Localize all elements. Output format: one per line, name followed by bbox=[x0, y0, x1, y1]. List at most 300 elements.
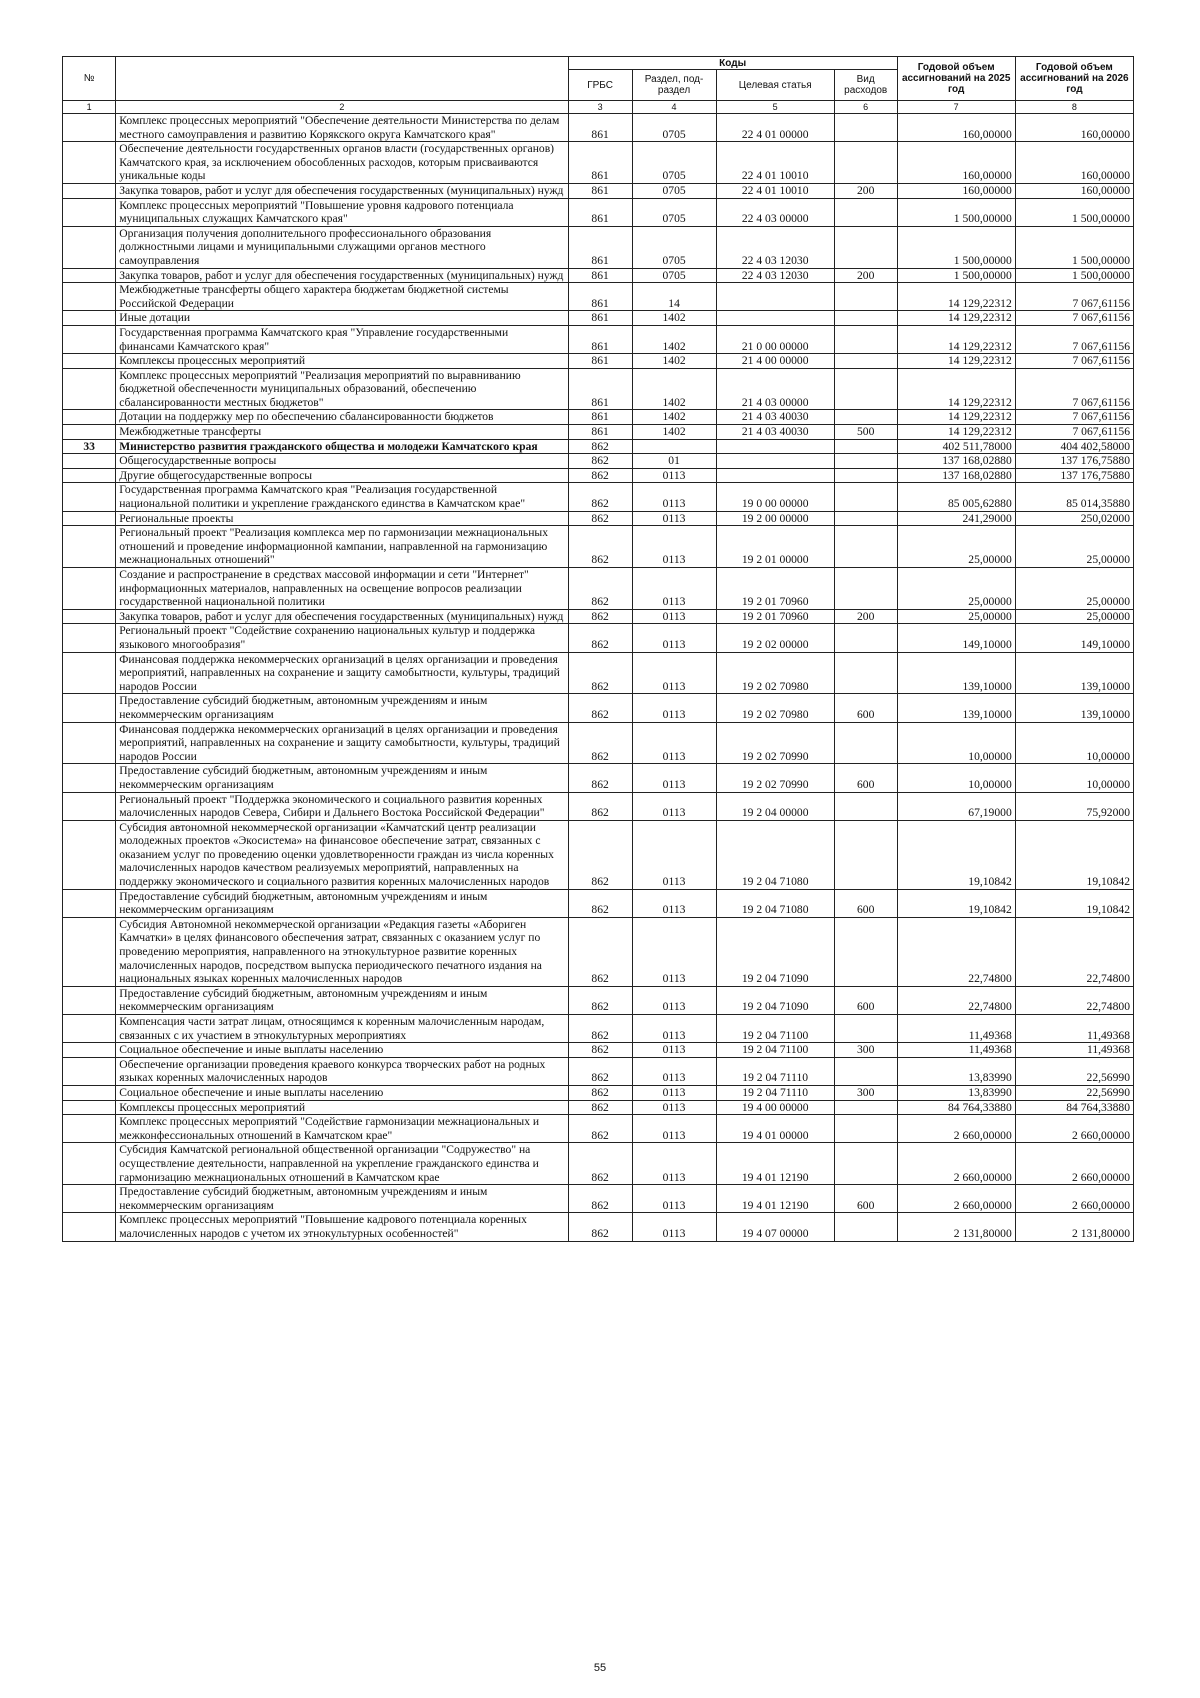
row-article: 22 4 03 12030 bbox=[716, 268, 834, 283]
header-index: 7 bbox=[897, 101, 1015, 114]
row-amount-2025: 10,00000 bbox=[897, 764, 1015, 792]
row-grbs: 862 bbox=[568, 652, 632, 694]
row-number bbox=[63, 609, 116, 624]
row-number bbox=[63, 1185, 116, 1213]
row-amount-2025: 19,10842 bbox=[897, 820, 1015, 889]
row-grbs: 861 bbox=[568, 311, 632, 326]
row-article: 19 2 02 70980 bbox=[716, 694, 834, 722]
row-amount-2025: 14 129,22312 bbox=[897, 410, 1015, 425]
row-amount-2026: 10,00000 bbox=[1015, 722, 1133, 764]
row-article: 19 2 04 71110 bbox=[716, 1085, 834, 1100]
table-row bbox=[63, 511, 1134, 526]
row-number bbox=[63, 483, 116, 511]
row-grbs: 861 bbox=[568, 198, 632, 226]
row-grbs: 862 bbox=[568, 889, 632, 917]
row-name: Комплекс процессных мероприятий "Обеспечение деятельности Министерства по делам местного самоуправления и развитию Корякского округа Камчатского края" bbox=[116, 114, 568, 142]
row-article: 19 2 04 71100 bbox=[716, 1043, 834, 1058]
row-name: Комплекс процессных мероприятий "Содействие гармонизации межнациональных и межконфессиональных отношений в Камчатском крае" bbox=[116, 1115, 568, 1143]
row-number bbox=[63, 226, 116, 268]
row-expense-type bbox=[834, 483, 897, 511]
header-index: 5 bbox=[716, 101, 834, 114]
row-article: 22 4 01 10010 bbox=[716, 142, 834, 184]
row-article: 19 2 02 00000 bbox=[716, 624, 834, 652]
row-expense-type bbox=[834, 226, 897, 268]
row-name: Дотации на поддержку мер по обеспечению сбалансированности бюджетов bbox=[116, 410, 568, 425]
row-amount-2026: 2 660,00000 bbox=[1015, 1185, 1133, 1213]
row-name: Обеспечение деятельности государственных органов власти (государственных органов) Камчатского края, за исключением обособленных расходов, которым присваиваются уникальные коды bbox=[116, 142, 568, 184]
row-section: 0113 bbox=[632, 1185, 716, 1213]
row-article: 19 2 04 71100 bbox=[716, 1015, 834, 1043]
row-amount-2026: 25,00000 bbox=[1015, 568, 1133, 610]
row-amount-2026: 137 176,75880 bbox=[1015, 468, 1133, 483]
row-article: 19 2 04 71080 bbox=[716, 889, 834, 917]
table-row bbox=[63, 425, 1134, 440]
row-section: 1402 bbox=[632, 354, 716, 369]
row-section: 0113 bbox=[632, 1100, 716, 1115]
table-row bbox=[63, 1100, 1134, 1115]
row-name: Межбюджетные трансферты общего характера бюджетам бюджетной системы Российской Федерации bbox=[116, 283, 568, 311]
row-grbs: 861 bbox=[568, 410, 632, 425]
row-amount-2025: 25,00000 bbox=[897, 568, 1015, 610]
row-amount-2026: 25,00000 bbox=[1015, 526, 1133, 568]
row-section: 0113 bbox=[632, 986, 716, 1014]
row-name: Общегосударственные вопросы bbox=[116, 454, 568, 469]
row-number bbox=[63, 917, 116, 986]
row-amount-2025: 85 005,62880 bbox=[897, 483, 1015, 511]
row-expense-type bbox=[834, 1115, 897, 1143]
row-section: 0113 bbox=[632, 1043, 716, 1058]
row-article: 19 2 04 71110 bbox=[716, 1057, 834, 1085]
row-expense-type bbox=[834, 311, 897, 326]
row-name: Предоставление субсидий бюджетным, автономным учреждениям и иным некоммерческим организациям bbox=[116, 889, 568, 917]
row-amount-2026: 75,92000 bbox=[1015, 792, 1133, 820]
row-amount-2026: 2 660,00000 bbox=[1015, 1115, 1133, 1143]
row-name: Региональный проект "Содействие сохранению национальных культур и поддержка языкового многообразия" bbox=[116, 624, 568, 652]
row-grbs: 861 bbox=[568, 183, 632, 198]
row-amount-2025: 22,74800 bbox=[897, 917, 1015, 986]
header-index: 1 bbox=[63, 101, 116, 114]
row-number bbox=[63, 410, 116, 425]
row-number bbox=[63, 468, 116, 483]
table-row bbox=[63, 1115, 1134, 1143]
row-number bbox=[63, 1143, 116, 1185]
row-name: Субсидия Камчатской региональной общественной организации "Содружество" на осуществление деятельности, направленной на укрепление гражданского единства и гармонизацию межнациональных отношений в Камчатском крае bbox=[116, 1143, 568, 1185]
table-row bbox=[63, 283, 1134, 311]
row-section: 0113 bbox=[632, 511, 716, 526]
row-grbs: 862 bbox=[568, 483, 632, 511]
row-article bbox=[716, 311, 834, 326]
row-expense-type bbox=[834, 1143, 897, 1185]
header-index-row bbox=[63, 101, 1134, 114]
table-row bbox=[63, 694, 1134, 722]
row-expense-type: 600 bbox=[834, 694, 897, 722]
row-grbs: 861 bbox=[568, 425, 632, 440]
table-row bbox=[63, 1143, 1134, 1185]
row-grbs: 862 bbox=[568, 526, 632, 568]
row-name: Субсидия автономной некоммерческой организации «Камчатский центр реализации молодежных проектов «Экосистема» на финансовое обеспечение затрат, связанных с оказанием услуг по проведению оценки удовлетворенности граждан из числа коренных малочисленных народов качеством реализуемых мероприятий, направленных на поддержку экономического и социального развития коренных малочисленных народов bbox=[116, 820, 568, 889]
row-number bbox=[63, 1057, 116, 1085]
row-section: 0113 bbox=[632, 764, 716, 792]
row-amount-2025: 241,29000 bbox=[897, 511, 1015, 526]
row-amount-2025: 2 660,00000 bbox=[897, 1115, 1015, 1143]
row-article: 22 4 01 10010 bbox=[716, 183, 834, 198]
row-amount-2025: 2 131,80000 bbox=[897, 1213, 1015, 1241]
row-grbs: 862 bbox=[568, 917, 632, 986]
row-amount-2026: 139,10000 bbox=[1015, 652, 1133, 694]
table-row bbox=[63, 142, 1134, 184]
row-amount-2025: 1 500,00000 bbox=[897, 198, 1015, 226]
row-section: 0113 bbox=[632, 694, 716, 722]
row-name: Компенсация части затрат лицам, относящимся к коренным малочисленным народам, связанных с их участием в этнокультурных мероприятиях bbox=[116, 1015, 568, 1043]
row-article: 19 2 02 70990 bbox=[716, 722, 834, 764]
row-article: 19 4 01 00000 bbox=[716, 1115, 834, 1143]
row-amount-2025: 14 129,22312 bbox=[897, 425, 1015, 440]
row-expense-type: 600 bbox=[834, 889, 897, 917]
row-grbs: 862 bbox=[568, 1057, 632, 1085]
row-name: Субсидия Автономной некоммерческой организации «Редакция газеты «Абориген Камчатки» в целях финансового обеспечения затрат, связанных с оказанием услуг по проведению мероприятия, направленного на этнокультурное развитие коренных малочисленных народов, посредством выпуска периодического печатного издания на национальных языках коренных малочисленных народов bbox=[116, 917, 568, 986]
row-section: 0113 bbox=[632, 624, 716, 652]
table-row bbox=[63, 568, 1134, 610]
row-section: 0113 bbox=[632, 652, 716, 694]
table-row bbox=[63, 1015, 1134, 1043]
row-amount-2025: 137 168,02880 bbox=[897, 468, 1015, 483]
row-amount-2025: 14 129,22312 bbox=[897, 283, 1015, 311]
row-grbs: 862 bbox=[568, 1015, 632, 1043]
table-row bbox=[63, 483, 1134, 511]
row-section: 1402 bbox=[632, 368, 716, 410]
row-number bbox=[63, 454, 116, 469]
row-amount-2026: 22,56990 bbox=[1015, 1057, 1133, 1085]
table-header bbox=[63, 57, 1134, 114]
row-grbs: 862 bbox=[568, 511, 632, 526]
row-section: 0113 bbox=[632, 609, 716, 624]
row-amount-2025: 149,10000 bbox=[897, 624, 1015, 652]
row-section: 0705 bbox=[632, 268, 716, 283]
row-amount-2025: 25,00000 bbox=[897, 609, 1015, 624]
row-amount-2026: 22,74800 bbox=[1015, 917, 1133, 986]
row-grbs: 862 bbox=[568, 1043, 632, 1058]
row-amount-2026: 7 067,61156 bbox=[1015, 410, 1133, 425]
row-expense-type bbox=[834, 652, 897, 694]
row-name: Государственная программа Камчатского края "Управление государственными финансами Камчатского края" bbox=[116, 325, 568, 353]
row-number bbox=[63, 694, 116, 722]
table-row bbox=[63, 410, 1134, 425]
row-name: Закупка товаров, работ и услуг для обеспечения государственных (муниципальных) нужд bbox=[116, 183, 568, 198]
row-article: 21 4 03 40030 bbox=[716, 410, 834, 425]
row-number bbox=[63, 1115, 116, 1143]
table-row bbox=[63, 311, 1134, 326]
table-row bbox=[63, 268, 1134, 283]
table-row bbox=[63, 792, 1134, 820]
row-grbs: 861 bbox=[568, 354, 632, 369]
row-number: 33 bbox=[63, 439, 116, 454]
row-grbs: 862 bbox=[568, 986, 632, 1014]
row-number bbox=[63, 652, 116, 694]
header-index: 2 bbox=[116, 101, 568, 114]
row-number bbox=[63, 268, 116, 283]
row-grbs: 862 bbox=[568, 1085, 632, 1100]
row-amount-2026: 1 500,00000 bbox=[1015, 226, 1133, 268]
row-expense-type bbox=[834, 1213, 897, 1241]
row-article: 19 4 01 12190 bbox=[716, 1185, 834, 1213]
row-article: 19 2 00 00000 bbox=[716, 511, 834, 526]
row-article: 21 0 00 00000 bbox=[716, 325, 834, 353]
row-name: Другие общегосударственные вопросы bbox=[116, 468, 568, 483]
row-amount-2026: 25,00000 bbox=[1015, 609, 1133, 624]
row-amount-2026: 1 500,00000 bbox=[1015, 198, 1133, 226]
header-index: 3 bbox=[568, 101, 632, 114]
row-amount-2025: 67,19000 bbox=[897, 792, 1015, 820]
row-section: 0113 bbox=[632, 1085, 716, 1100]
table-row bbox=[63, 722, 1134, 764]
row-expense-type: 600 bbox=[834, 1185, 897, 1213]
row-amount-2026: 19,10842 bbox=[1015, 820, 1133, 889]
row-name: Государственная программа Камчатского края "Реализация государственной национальной политики и укрепление гражданского единства в Камчатском крае" bbox=[116, 483, 568, 511]
row-amount-2026: 2 131,80000 bbox=[1015, 1213, 1133, 1241]
row-grbs: 862 bbox=[568, 568, 632, 610]
row-grbs: 862 bbox=[568, 468, 632, 483]
header-expense-type: Вид расходов bbox=[834, 70, 897, 101]
row-name: Социальное обеспечение и иные выплаты населению bbox=[116, 1043, 568, 1058]
table-row bbox=[63, 764, 1134, 792]
header-codes: Коды bbox=[568, 57, 897, 70]
row-number bbox=[63, 1213, 116, 1241]
row-expense-type: 200 bbox=[834, 183, 897, 198]
table-row bbox=[63, 114, 1134, 142]
row-amount-2025: 11,49368 bbox=[897, 1043, 1015, 1058]
row-expense-type: 600 bbox=[834, 986, 897, 1014]
row-number bbox=[63, 1015, 116, 1043]
row-number bbox=[63, 311, 116, 326]
row-grbs: 861 bbox=[568, 368, 632, 410]
row-article: 19 2 01 70960 bbox=[716, 568, 834, 610]
row-article bbox=[716, 468, 834, 483]
header-grbs: ГРБС bbox=[568, 70, 632, 101]
row-expense-type bbox=[834, 526, 897, 568]
row-article: 22 4 03 12030 bbox=[716, 226, 834, 268]
row-expense-type bbox=[834, 354, 897, 369]
row-number bbox=[63, 114, 116, 142]
row-amount-2025: 14 129,22312 bbox=[897, 368, 1015, 410]
row-article bbox=[716, 283, 834, 311]
row-number bbox=[63, 283, 116, 311]
row-amount-2025: 1 500,00000 bbox=[897, 226, 1015, 268]
row-number bbox=[63, 511, 116, 526]
row-grbs: 862 bbox=[568, 764, 632, 792]
row-grbs: 862 bbox=[568, 820, 632, 889]
row-expense-type bbox=[834, 820, 897, 889]
row-grbs: 862 bbox=[568, 624, 632, 652]
row-amount-2026: 84 764,33880 bbox=[1015, 1100, 1133, 1115]
row-expense-type bbox=[834, 1057, 897, 1085]
row-section: 0705 bbox=[632, 114, 716, 142]
row-amount-2026: 7 067,61156 bbox=[1015, 325, 1133, 353]
row-article: 21 4 03 00000 bbox=[716, 368, 834, 410]
row-section: 1402 bbox=[632, 325, 716, 353]
row-amount-2025: 19,10842 bbox=[897, 889, 1015, 917]
row-article bbox=[716, 454, 834, 469]
row-section: 0113 bbox=[632, 820, 716, 889]
row-grbs: 861 bbox=[568, 283, 632, 311]
row-amount-2026: 11,49368 bbox=[1015, 1043, 1133, 1058]
row-expense-type bbox=[834, 454, 897, 469]
row-expense-type bbox=[834, 1100, 897, 1115]
row-expense-type bbox=[834, 468, 897, 483]
row-expense-type bbox=[834, 198, 897, 226]
table-row bbox=[63, 889, 1134, 917]
row-amount-2025: 2 660,00000 bbox=[897, 1185, 1015, 1213]
row-article bbox=[716, 439, 834, 454]
row-expense-type bbox=[834, 568, 897, 610]
row-name: Комплексы процессных мероприятий bbox=[116, 354, 568, 369]
row-name: Региональные проекты bbox=[116, 511, 568, 526]
row-name: Региональный проект "Реализация комплекса мер по гармонизации межнациональных отношений и проведение информационной кампании, направленной на гармонизацию межнациональных отношений" bbox=[116, 526, 568, 568]
row-article: 19 2 04 71090 bbox=[716, 917, 834, 986]
row-grbs: 862 bbox=[568, 454, 632, 469]
row-amount-2025: 2 660,00000 bbox=[897, 1143, 1015, 1185]
row-article: 21 4 00 00000 bbox=[716, 354, 834, 369]
row-section: 0113 bbox=[632, 568, 716, 610]
row-name: Министерство развития гражданского общества и молодежи Камчатского края bbox=[116, 439, 568, 454]
page-number: 55 bbox=[593, 1662, 607, 1674]
row-grbs: 862 bbox=[568, 722, 632, 764]
row-amount-2026: 7 067,61156 bbox=[1015, 368, 1133, 410]
row-section: 0113 bbox=[632, 1015, 716, 1043]
table-body bbox=[63, 114, 1134, 1242]
row-name: Обеспечение организации проведения краевого конкурса творческих работ на родных языках коренных малочисленных народов bbox=[116, 1057, 568, 1085]
row-expense-type bbox=[834, 368, 897, 410]
row-number bbox=[63, 1043, 116, 1058]
row-amount-2026: 11,49368 bbox=[1015, 1015, 1133, 1043]
row-article: 19 2 04 00000 bbox=[716, 792, 834, 820]
table-row bbox=[63, 325, 1134, 353]
row-grbs: 862 bbox=[568, 439, 632, 454]
row-grbs: 862 bbox=[568, 1115, 632, 1143]
row-amount-2026: 85 014,35880 bbox=[1015, 483, 1133, 511]
header-no: № bbox=[63, 57, 116, 101]
row-amount-2025: 160,00000 bbox=[897, 114, 1015, 142]
row-amount-2025: 13,83990 bbox=[897, 1085, 1015, 1100]
row-name: Комплекс процессных мероприятий "Повышение уровня кадрового потенциала муниципальных служащих Камчатского края" bbox=[116, 198, 568, 226]
table-row bbox=[63, 454, 1134, 469]
row-section bbox=[632, 439, 716, 454]
row-name: Закупка товаров, работ и услуг для обеспечения государственных (муниципальных) нужд bbox=[116, 609, 568, 624]
table-row bbox=[63, 226, 1134, 268]
row-expense-type: 200 bbox=[834, 609, 897, 624]
row-number bbox=[63, 820, 116, 889]
header-name bbox=[116, 57, 568, 101]
row-article: 22 4 03 00000 bbox=[716, 198, 834, 226]
row-number bbox=[63, 764, 116, 792]
row-amount-2026: 139,10000 bbox=[1015, 694, 1133, 722]
row-article: 19 2 02 70980 bbox=[716, 652, 834, 694]
row-number bbox=[63, 792, 116, 820]
table-row bbox=[63, 468, 1134, 483]
row-number bbox=[63, 986, 116, 1014]
row-grbs: 862 bbox=[568, 694, 632, 722]
row-section: 0113 bbox=[632, 722, 716, 764]
row-number bbox=[63, 354, 116, 369]
row-number bbox=[63, 568, 116, 610]
row-amount-2026: 7 067,61156 bbox=[1015, 311, 1133, 326]
row-amount-2026: 7 067,61156 bbox=[1015, 425, 1133, 440]
header-index: 6 bbox=[834, 101, 897, 114]
row-expense-type bbox=[834, 114, 897, 142]
header-index: 4 bbox=[632, 101, 716, 114]
row-amount-2026: 7 067,61156 bbox=[1015, 354, 1133, 369]
row-section: 1402 bbox=[632, 410, 716, 425]
row-amount-2025: 402 511,78000 bbox=[897, 439, 1015, 454]
row-section: 0113 bbox=[632, 917, 716, 986]
row-article: 19 2 04 71080 bbox=[716, 820, 834, 889]
table-row bbox=[63, 1185, 1134, 1213]
row-section: 0113 bbox=[632, 483, 716, 511]
row-name: Иные дотации bbox=[116, 311, 568, 326]
row-amount-2026: 149,10000 bbox=[1015, 624, 1133, 652]
row-section: 0113 bbox=[632, 1115, 716, 1143]
row-grbs: 862 bbox=[568, 1213, 632, 1241]
row-article: 19 4 07 00000 bbox=[716, 1213, 834, 1241]
row-expense-type bbox=[834, 624, 897, 652]
row-name: Предоставление субсидий бюджетным, автономным учреждениям и иным некоммерческим организациям bbox=[116, 764, 568, 792]
row-section: 0113 bbox=[632, 1057, 716, 1085]
budget-table bbox=[62, 56, 1134, 1242]
row-grbs: 861 bbox=[568, 226, 632, 268]
row-section: 0113 bbox=[632, 792, 716, 820]
table-row bbox=[63, 183, 1134, 198]
header-index: 8 bbox=[1015, 101, 1133, 114]
row-grbs: 861 bbox=[568, 142, 632, 184]
table-row bbox=[63, 354, 1134, 369]
table-row bbox=[63, 820, 1134, 889]
row-section: 0113 bbox=[632, 468, 716, 483]
table-row bbox=[63, 368, 1134, 410]
row-name: Организация получения дополнительного профессионального образования должностными лицами и муниципальными служащими органов местного самоуправления bbox=[116, 226, 568, 268]
table-row bbox=[63, 652, 1134, 694]
table-row bbox=[63, 198, 1134, 226]
row-article: 19 2 04 71090 bbox=[716, 986, 834, 1014]
row-expense-type bbox=[834, 722, 897, 764]
header-section: Раздел, под-раздел bbox=[632, 70, 716, 101]
row-number bbox=[63, 624, 116, 652]
row-grbs: 861 bbox=[568, 325, 632, 353]
row-name: Межбюджетные трансферты bbox=[116, 425, 568, 440]
header-vol2025: Годовой объем ассигнований на 2025 год bbox=[897, 57, 1015, 101]
row-amount-2025: 14 129,22312 bbox=[897, 325, 1015, 353]
row-name: Предоставление субсидий бюджетным, автономным учреждениям и иным некоммерческим организациям bbox=[116, 1185, 568, 1213]
header-vol2026: Годовой объем ассигнований на 2026 год bbox=[1015, 57, 1133, 101]
header-article: Целевая статья bbox=[716, 70, 834, 101]
row-grbs: 862 bbox=[568, 1185, 632, 1213]
row-section: 0705 bbox=[632, 226, 716, 268]
row-amount-2026: 137 176,75880 bbox=[1015, 454, 1133, 469]
row-grbs: 861 bbox=[568, 114, 632, 142]
row-expense-type bbox=[834, 410, 897, 425]
row-amount-2026: 160,00000 bbox=[1015, 183, 1133, 198]
row-section: 0705 bbox=[632, 198, 716, 226]
row-amount-2025: 160,00000 bbox=[897, 183, 1015, 198]
row-number bbox=[63, 1085, 116, 1100]
row-amount-2025: 84 764,33880 bbox=[897, 1100, 1015, 1115]
row-amount-2026: 22,74800 bbox=[1015, 986, 1133, 1014]
table-row bbox=[63, 624, 1134, 652]
row-amount-2026: 19,10842 bbox=[1015, 889, 1133, 917]
row-expense-type bbox=[834, 792, 897, 820]
row-section: 0113 bbox=[632, 526, 716, 568]
row-name: Социальное обеспечение и иные выплаты населению bbox=[116, 1085, 568, 1100]
row-amount-2025: 14 129,22312 bbox=[897, 354, 1015, 369]
row-grbs: 862 bbox=[568, 1100, 632, 1115]
